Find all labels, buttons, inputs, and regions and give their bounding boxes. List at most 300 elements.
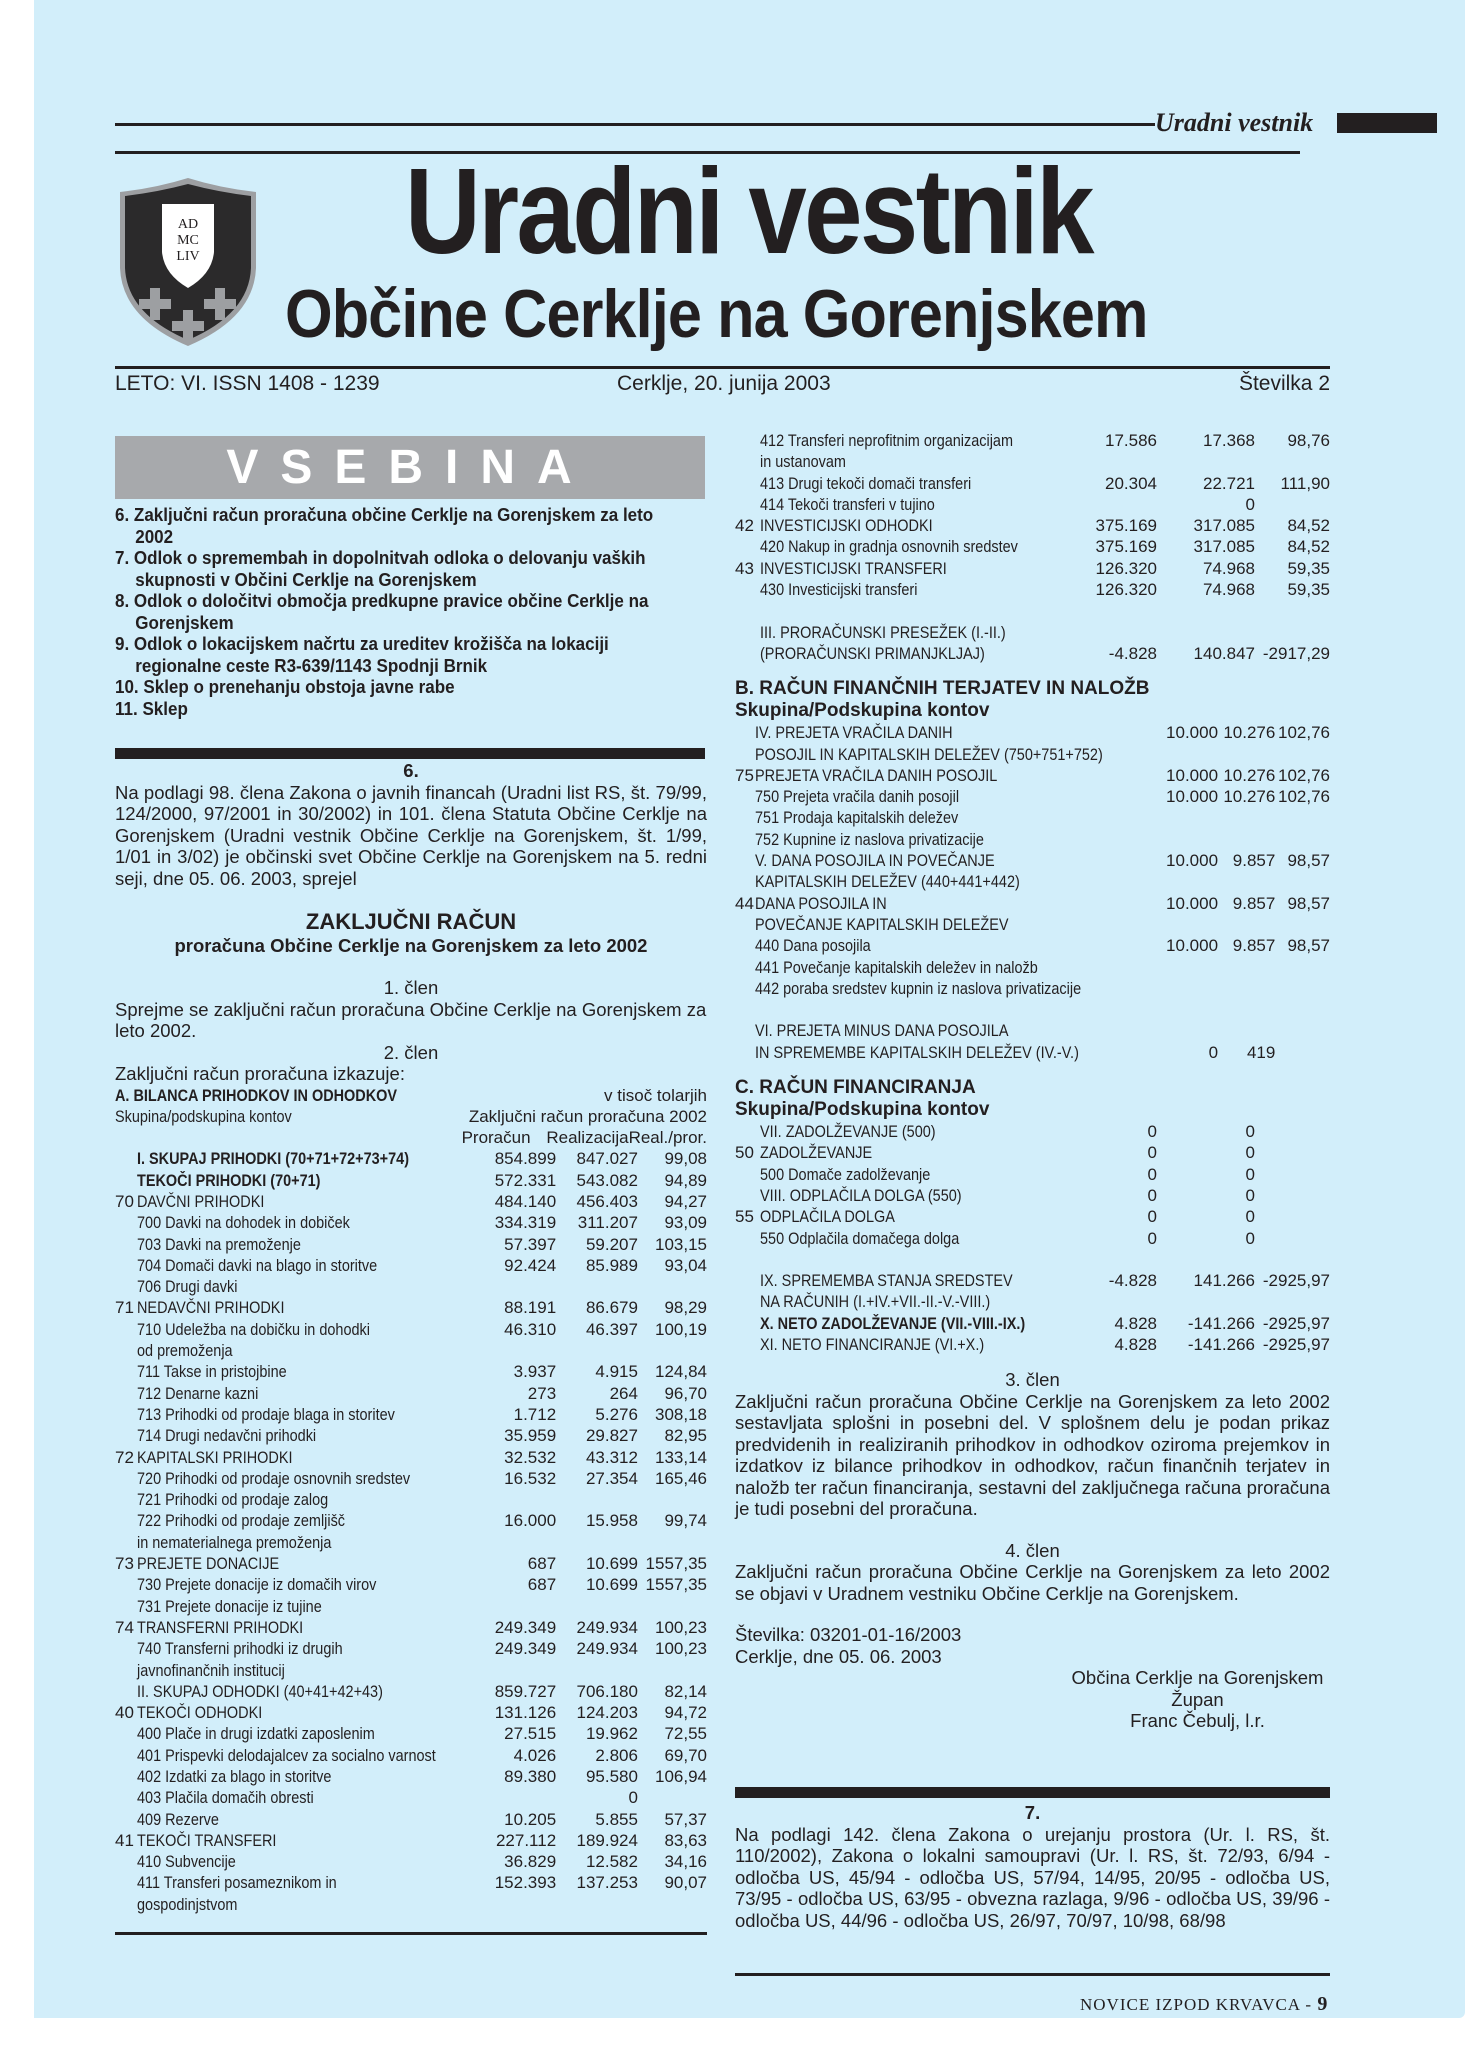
- account-group: [735, 807, 755, 828]
- account-label: [755, 744, 1164, 765]
- ratio-value: 99,08: [664, 1149, 707, 1169]
- row-label: 752 Kupnine iz naslova privatizacije: [754, 829, 984, 849]
- ratio-value: 57,37: [664, 1809, 707, 1829]
- page-number: 9: [1317, 1993, 1329, 2015]
- account-label: [137, 1510, 489, 1531]
- ratio-value: -2917,29: [1262, 643, 1330, 663]
- account-label: [755, 722, 1164, 743]
- signature-line: Franc Čebulj, l.r.: [1130, 1710, 1265, 1732]
- account-group: [115, 1638, 137, 1659]
- budget-value: 88.191: [504, 1298, 557, 1318]
- realization-value: 0: [1245, 1185, 1255, 1205]
- account-label: [137, 1553, 489, 1574]
- account-label: [137, 1766, 489, 1787]
- account-group: [115, 1766, 137, 1787]
- account-group: [115, 1681, 137, 1702]
- account-label: [755, 1042, 1164, 1063]
- account-label: [137, 1319, 489, 1340]
- table-row: [735, 722, 1330, 743]
- ratio-value: 98,57: [1287, 851, 1330, 871]
- realization-value: 95.580: [585, 1767, 638, 1786]
- budget-value: 375.169: [1095, 537, 1157, 557]
- account-label: [137, 1702, 489, 1723]
- row-label: II. SKUPAJ ODHODKI (40+41+42+43): [137, 1681, 384, 1701]
- account-label: [760, 600, 1085, 621]
- contents-item[interactable]: 10. Sklep o prenehanju obstoja javne rabe: [115, 676, 455, 697]
- ratio-value: 84,52: [1287, 537, 1330, 557]
- budget-value: [489, 1894, 556, 1915]
- table-row: [115, 1787, 707, 1808]
- section-c-group-label: Skupina/Podskupina kontov: [735, 1099, 990, 1121]
- row-label: 413 Drugi tekoči domači transferi: [760, 473, 972, 493]
- table-row: [735, 1334, 1330, 1355]
- row-label: 442 poraba sredstev kupnin iz naslova privatizacije: [754, 978, 1081, 998]
- realization-value: [1157, 622, 1255, 643]
- realization-value: 124.203: [576, 1703, 638, 1723]
- budget-value: 152.393: [494, 1873, 557, 1893]
- ratio-value: 83,63: [664, 1830, 707, 1850]
- section-c-table: [735, 1121, 1330, 1355]
- account-label: [760, 622, 1085, 643]
- table-row: [115, 1425, 707, 1446]
- shield-text-line1: AD: [177, 217, 199, 232]
- table-row: [735, 1020, 1330, 1041]
- account-label: [760, 1249, 1085, 1270]
- account-group: 71: [115, 1298, 134, 1318]
- table-row: [735, 1291, 1330, 1312]
- table-row: [735, 744, 1330, 765]
- group-label: Skupina/podskupina kontov: [115, 1106, 292, 1126]
- table-row: [115, 1553, 707, 1574]
- account-group: [735, 473, 760, 494]
- account-label: [137, 1596, 489, 1617]
- column-header-realizacija: Realizacija: [546, 1128, 629, 1148]
- realization-value: [1218, 744, 1275, 765]
- contents-item[interactable]: 9. Odlok o lokacijskem načrtu za ureditev krožišča na lokaciji regionalne ceste R3-639/1143 Spodnji Brnik: [115, 633, 609, 676]
- account-group: 74: [115, 1617, 134, 1637]
- realization-value: [1218, 871, 1275, 892]
- budget-value: 687: [527, 1554, 557, 1574]
- table-row: [115, 1596, 707, 1617]
- account-label: [137, 1851, 489, 1872]
- ratio-value: 133,14: [655, 1447, 707, 1467]
- account-group: [115, 1510, 137, 1531]
- table-row: [115, 1830, 707, 1851]
- clen-3-text: Zaključni račun proračuna Občine Cerklje na Gorenjskem za leto 2002 sestavljata splošni in posebni del. V splošnem delu je podan prikaz predvidenih in realiziranih prihodkov in odhodkov oziroma prejemkov in izdatkov iz bilance prihodkov in odhodkov, račun finančnih terjatev in naložb ter račun financiranja, sestavni del zaključnega računa proračuna je tudi posebni del proračuna.: [735, 1390, 1330, 1520]
- row-label: in nematerialnega premoženja: [137, 1532, 332, 1552]
- ratio-value: 69,70: [664, 1745, 707, 1765]
- account-group: [115, 1532, 137, 1553]
- section-divider: [735, 1787, 1330, 1798]
- budget-value: [489, 1276, 556, 1297]
- realization-value: 0: [1245, 1164, 1255, 1184]
- ratio-value: 103,15: [655, 1234, 707, 1254]
- budget-value: 3.937: [513, 1362, 557, 1382]
- budget-value: [1164, 914, 1218, 935]
- footer-rule: [735, 1973, 1330, 1976]
- ratio-value: [1255, 1142, 1330, 1163]
- ratio-value: [1255, 1291, 1330, 1312]
- ratio-value: [1255, 1249, 1330, 1270]
- budget-value: 0: [1147, 1207, 1157, 1227]
- ratio-value: 84,52: [1287, 516, 1330, 536]
- account-group: [735, 935, 755, 956]
- ratio-value: 93,09: [664, 1213, 707, 1233]
- budget-value: 10.000: [1166, 723, 1219, 743]
- row-label: VIII. ODPLAČILA DOLGA (550): [760, 1185, 962, 1205]
- contents-item[interactable]: 11. Sklep: [115, 697, 188, 719]
- budget-value: 0: [1147, 1122, 1157, 1142]
- account-group: [735, 1291, 760, 1312]
- account-label: [137, 1468, 489, 1489]
- row-label: ZADOLŽEVANJE: [760, 1143, 873, 1163]
- balance-table-right: [735, 430, 1330, 664]
- table-row: [735, 935, 1330, 956]
- contents-item[interactable]: 7. Odlok o spremembah in dopolnitvah odloka o delovanju vaških skupnosti v Občini Cerklje na Gorenjskem: [115, 547, 646, 590]
- ratio-value: [1255, 600, 1330, 621]
- budget-value: 27.515: [504, 1724, 557, 1744]
- ratio-value: 100,23: [655, 1639, 707, 1659]
- account-label: [760, 451, 1085, 472]
- account-label: [137, 1425, 489, 1446]
- masthead-bottom-rule: [115, 366, 1330, 369]
- table-row: [735, 1164, 1330, 1185]
- budget-value: 35.959: [504, 1426, 557, 1446]
- signature-block: [1065, 1667, 1330, 1732]
- row-label: XI. NETO FINANCIRANJE (VI.+X.): [760, 1334, 985, 1354]
- table-row: [115, 1489, 707, 1510]
- realization-value: [1157, 1291, 1255, 1312]
- budget-value: 20.304: [1105, 473, 1157, 493]
- coat-of-arms-logo: [116, 178, 260, 348]
- realization-value: 10.276: [1223, 765, 1276, 785]
- balance-table-header: [115, 1085, 707, 1149]
- account-group: [115, 1148, 137, 1169]
- budget-value: [1085, 451, 1157, 472]
- column-header-proracun: Proračun: [461, 1128, 531, 1148]
- table-row: [735, 1249, 1330, 1270]
- account-label: [760, 1228, 1085, 1249]
- realization-value: 10.276: [1223, 787, 1276, 807]
- table-row: [735, 1270, 1330, 1291]
- budget-value: 0: [1147, 1164, 1157, 1184]
- account-group: [115, 1745, 137, 1766]
- article-preamble: Na podlagi 98. člena Zakona o javnih financah (Uradni list RS, št. 79/99, 124/2000, 97/2001 in 30/2002) in 101. člena Statuta Občine Cerklje na Gorenjskem (Uradni vestnik Občine Cerklje na Gorenjskem, št. 1/99, 1/01 in 3/02) je občinski svet Občine Cerklje na Gorenjskem na 5. redni seji, dne 05. 06. 2003, sprejel: [115, 781, 707, 889]
- row-label: (PRORAČUNSKI PRIMANJKLJAJ): [760, 643, 985, 663]
- row-label: I. SKUPAJ PRIHODKI (70+71+72+73+74): [137, 1149, 410, 1169]
- realization-value: 17.368: [1203, 431, 1255, 450]
- table-row: [735, 515, 1330, 536]
- table-row: [115, 1404, 707, 1425]
- footer-publication: [1080, 1993, 1328, 2016]
- realization-value: [556, 1489, 638, 1510]
- table-row: [115, 1638, 707, 1659]
- table-row: [115, 1894, 707, 1915]
- row-label: IX. SPREMEMBA STANJA SREDSTEV: [760, 1271, 1013, 1291]
- row-label: KAPITALSKI PRIHODKI: [137, 1447, 293, 1467]
- section-b-group-label: Skupina/Podskupina kontov: [735, 700, 990, 722]
- account-group: [735, 1185, 760, 1206]
- account-group: [115, 1234, 137, 1255]
- account-group: [735, 494, 760, 515]
- clen-2-heading: 2. člen: [383, 1041, 439, 1063]
- budget-value: 46.310: [504, 1319, 557, 1339]
- table-row: [115, 1319, 707, 1340]
- account-group: [115, 1872, 137, 1893]
- row-label: 712 Denarne kazni: [137, 1383, 259, 1403]
- row-label: 410 Subvencije: [137, 1852, 237, 1872]
- account-label: [755, 999, 1164, 1020]
- ratio-value: 102,76: [1278, 787, 1330, 807]
- account-group: [735, 451, 760, 472]
- budget-value: 0: [1147, 1143, 1157, 1163]
- account-group: [735, 829, 755, 850]
- account-label: [137, 1361, 489, 1382]
- table-row: [115, 1510, 707, 1531]
- row-label: 721 Prihodki od prodaje zalog: [137, 1490, 329, 1510]
- realization-value: [1218, 807, 1275, 828]
- account-group: [735, 430, 760, 451]
- table-row: [115, 1340, 707, 1361]
- ratio-value: 93,04: [664, 1255, 707, 1275]
- row-label: TEKOČI TRANSFERI: [137, 1830, 277, 1850]
- budget-value: 10.000: [1166, 936, 1219, 956]
- ratio-value: -2925,97: [1262, 1271, 1330, 1291]
- row-label: KAPITALSKIH DELEŽEV (440+441+442): [754, 872, 1020, 892]
- ratio-value: [1275, 914, 1330, 935]
- realization-value: 86.679: [585, 1298, 638, 1318]
- document-date: Cerklje, dne 05. 06. 2003: [735, 1645, 942, 1667]
- row-label: VII. ZADOLŽEVANJE (500): [760, 1122, 936, 1142]
- row-label: ODPLAČILA DOLGA: [760, 1207, 895, 1227]
- realization-value: 10.276: [1223, 723, 1276, 743]
- table-row: [115, 1872, 707, 1893]
- row-label: 722 Prihodki od prodaje zemljišč: [137, 1511, 346, 1531]
- row-label: X. NETO ZADOLŽEVANJE (VII.-VIII.-IX.): [760, 1313, 1026, 1333]
- budget-value: [1085, 622, 1157, 643]
- ratio-value: 308,18: [655, 1404, 707, 1424]
- account-group: [735, 744, 755, 765]
- account-group: [735, 871, 755, 892]
- account-label: [137, 1170, 489, 1191]
- ratio-value: [1255, 1121, 1330, 1142]
- realization-value: 137.253: [576, 1873, 638, 1893]
- row-label: in ustanovam: [760, 452, 846, 472]
- account-label: [137, 1723, 489, 1744]
- shield-text-line3: LIV: [176, 249, 200, 264]
- section-b-title: B. RAČUN FINANČNIH TERJATEV IN NALOŽB: [735, 678, 1150, 700]
- ratio-value: 1557,35: [645, 1554, 707, 1574]
- row-label: 430 Investicijski transferi: [760, 580, 918, 600]
- account-label: [137, 1297, 489, 1318]
- footer-publication-name: NOVICE IZPOD KRVAVCA -: [1080, 1995, 1318, 2014]
- realization-value: 0: [628, 1788, 638, 1808]
- account-label: [137, 1447, 489, 1468]
- ratio-value: [1255, 622, 1330, 643]
- ratio-value: 82,95: [664, 1426, 707, 1446]
- header-top-rule: [115, 123, 1155, 126]
- account-group: [115, 1894, 137, 1915]
- section-divider: [115, 748, 705, 759]
- table-row: [735, 600, 1330, 621]
- row-label: 730 Prejete donacije iz domačih virov: [137, 1575, 377, 1595]
- realization-value: 15.958: [585, 1511, 638, 1531]
- budget-value: 10.000: [1166, 851, 1219, 871]
- ratio-value: [1255, 451, 1330, 472]
- account-group: [735, 1313, 760, 1334]
- table-row: [115, 1447, 707, 1468]
- account-group: [115, 1383, 137, 1404]
- table-row: [735, 1313, 1330, 1334]
- budget-value: 92.424: [504, 1255, 557, 1275]
- account-group: [735, 850, 755, 871]
- realization-value: 140.847: [1193, 643, 1255, 663]
- table-row: [735, 494, 1330, 515]
- ratio-value: 165,46: [655, 1468, 707, 1488]
- masthead-subtitle: Občine Cerklje na Gorenjskem: [285, 276, 1148, 352]
- account-label: [137, 1809, 489, 1830]
- budget-value: [489, 1596, 556, 1617]
- row-label: III. PRORAČUNSKI PRESEŽEK (I.-II.): [760, 622, 1006, 642]
- row-label: 731 Prejete donacije iz tujine: [137, 1596, 323, 1616]
- article-6-left: [115, 760, 707, 1915]
- row-label: TRANSFERNI PRIHODKI: [137, 1617, 304, 1637]
- account-group: [115, 1787, 137, 1808]
- ratio-value: [638, 1532, 707, 1553]
- ratio-value: 99,74: [664, 1511, 707, 1531]
- ratio-value: [1275, 957, 1330, 978]
- account-label: [755, 978, 1164, 999]
- account-label: [137, 1872, 489, 1893]
- account-group: 75: [735, 765, 754, 785]
- ratio-value: 96,70: [664, 1383, 707, 1403]
- account-label: [755, 957, 1164, 978]
- ratio-value: 94,27: [664, 1191, 707, 1211]
- table-row: [115, 1255, 707, 1276]
- row-label: TEKOČI ODHODKI: [137, 1703, 263, 1723]
- table-row: [115, 1468, 707, 1489]
- account-group: [115, 1170, 137, 1191]
- account-label: [755, 786, 1164, 807]
- ratio-value: 82,14: [664, 1681, 707, 1701]
- table-row: [735, 957, 1330, 978]
- realization-value: 9.857: [1232, 851, 1276, 871]
- ratio-value: [1275, 807, 1330, 828]
- realization-value: [556, 1340, 638, 1361]
- table-row: [735, 871, 1330, 892]
- account-group: [735, 914, 755, 935]
- realization-value: 0: [1245, 1143, 1255, 1163]
- ratio-value: 94,89: [664, 1170, 707, 1190]
- row-label: 711 Takse in pristojbine: [137, 1362, 287, 1382]
- table-row: [735, 807, 1330, 828]
- realization-value: [1218, 957, 1275, 978]
- account-group: [735, 957, 755, 978]
- budget-value: [489, 1532, 556, 1553]
- ratio-value: 94,72: [664, 1703, 707, 1723]
- row-label: INVESTICIJSKI TRANSFERI: [760, 558, 947, 578]
- realization-value: 22.721: [1203, 473, 1255, 493]
- budget-value: [1164, 744, 1218, 765]
- budget-value: [1085, 1291, 1157, 1312]
- realization-value: 0: [1245, 1122, 1255, 1142]
- contents-item[interactable]: 8. Odlok o določitvi območja predkupne pravice občine Cerklje na Gorenjskem: [115, 590, 649, 633]
- account-group: [115, 1660, 137, 1681]
- budget-value: [1164, 957, 1218, 978]
- ratio-value: 106,94: [655, 1767, 707, 1786]
- budget-value: 0: [1147, 1228, 1157, 1248]
- realization-value: 5.276: [595, 1404, 638, 1424]
- budget-value: 10.205: [504, 1809, 557, 1829]
- ratio-value: 34,16: [664, 1852, 707, 1872]
- realization-value: 4.915: [595, 1362, 638, 1382]
- ratio-value: 111,90: [1280, 473, 1330, 493]
- ratio-value: [638, 1276, 707, 1297]
- budget-value: 89.380: [504, 1767, 557, 1786]
- ratio-value: [1275, 1042, 1330, 1063]
- table-row: [735, 914, 1330, 935]
- realization-value: 141.266: [1193, 1271, 1255, 1291]
- account-label: [760, 1142, 1085, 1163]
- realization-value: 847.027: [576, 1149, 638, 1169]
- row-label: 720 Prihodki od prodaje osnovnih sredstev: [137, 1468, 411, 1488]
- budget-value: [489, 1660, 556, 1681]
- ratio-value: [1275, 871, 1330, 892]
- ratio-value: [1275, 978, 1330, 999]
- row-label: 710 Udeležba na dobičku in dohodki: [137, 1319, 371, 1339]
- super-header: Zaključni račun proračuna 2002: [468, 1106, 707, 1126]
- row-label: 420 Nakup in gradnja osnovnih sredstev: [760, 537, 1018, 557]
- table-row: [735, 558, 1330, 579]
- realization-value: 9.857: [1232, 936, 1276, 956]
- account-group: [735, 536, 760, 557]
- realization-value: [1218, 914, 1275, 935]
- account-label: [137, 1532, 489, 1553]
- clen-4-heading: 4. člen: [1005, 1539, 1060, 1561]
- realization-value: [556, 1276, 638, 1297]
- clen-4-text: Zaključni račun proračuna Občine Cerklje na Gorenjskem za leto 2002 se objavi v Uradnem vestniku Občine Cerklje na Gorenjskem.: [735, 1561, 1330, 1604]
- account-label: [760, 1164, 1085, 1185]
- account-label: [760, 1185, 1085, 1206]
- account-label: [137, 1489, 489, 1510]
- budget-value: [1164, 829, 1218, 850]
- budget-value: [1085, 494, 1157, 515]
- signature-line: Občina Cerklje na Gorenjskem: [1071, 1667, 1324, 1689]
- account-label: [137, 1276, 489, 1297]
- ratio-value: [1255, 1185, 1330, 1206]
- account-label: [137, 1255, 489, 1276]
- row-label: NEDAVČNI PRIHODKI: [137, 1298, 285, 1318]
- realization-value: 249.934: [576, 1639, 638, 1659]
- account-group: [115, 1851, 137, 1872]
- contents-item[interactable]: 6. Zaključni račun proračuna občine Cerklje na Gorenjskem za leto 2002: [115, 504, 654, 547]
- row-label: INVESTICIJSKI ODHODKI: [760, 516, 933, 536]
- budget-value: 227.112: [495, 1830, 557, 1850]
- table-row: [735, 893, 1330, 914]
- realization-value: 0: [1245, 1207, 1255, 1227]
- account-group: [735, 1164, 760, 1185]
- ratio-value: 98,76: [1287, 431, 1330, 450]
- row-label: POVEČANJE KAPITALSKIH DELEŽEV: [754, 914, 1009, 934]
- realization-value: [556, 1532, 638, 1553]
- row-label: od premoženja: [137, 1341, 233, 1361]
- row-label: PREJETE DONACIJE: [137, 1554, 280, 1574]
- row-label: 714 Drugi nedavčni prihodki: [137, 1426, 317, 1446]
- issue-info-right: Številka 2: [1238, 372, 1330, 395]
- table-row: [735, 786, 1330, 807]
- account-group: [115, 1212, 137, 1233]
- article-7-text: Na podlagi 142. člena Zakona o urejanju prostora (Ur. l. RS, št. 110/2002), Zakona o lokalni samoupravi (Ur. l. RS, št. 72/93, 6/94 - odločba US, 45/94 - odločba US, 57/94, 14/95, 20/95 - odločba US, 73/95 - odločba US, 63/95 - obvezna razlaga, 9/96 - odločba US, 39/96 - odločba US, 44/96 - odločba US, 26/97, 70/97, 10/98, 68/98: [735, 1823, 1330, 1931]
